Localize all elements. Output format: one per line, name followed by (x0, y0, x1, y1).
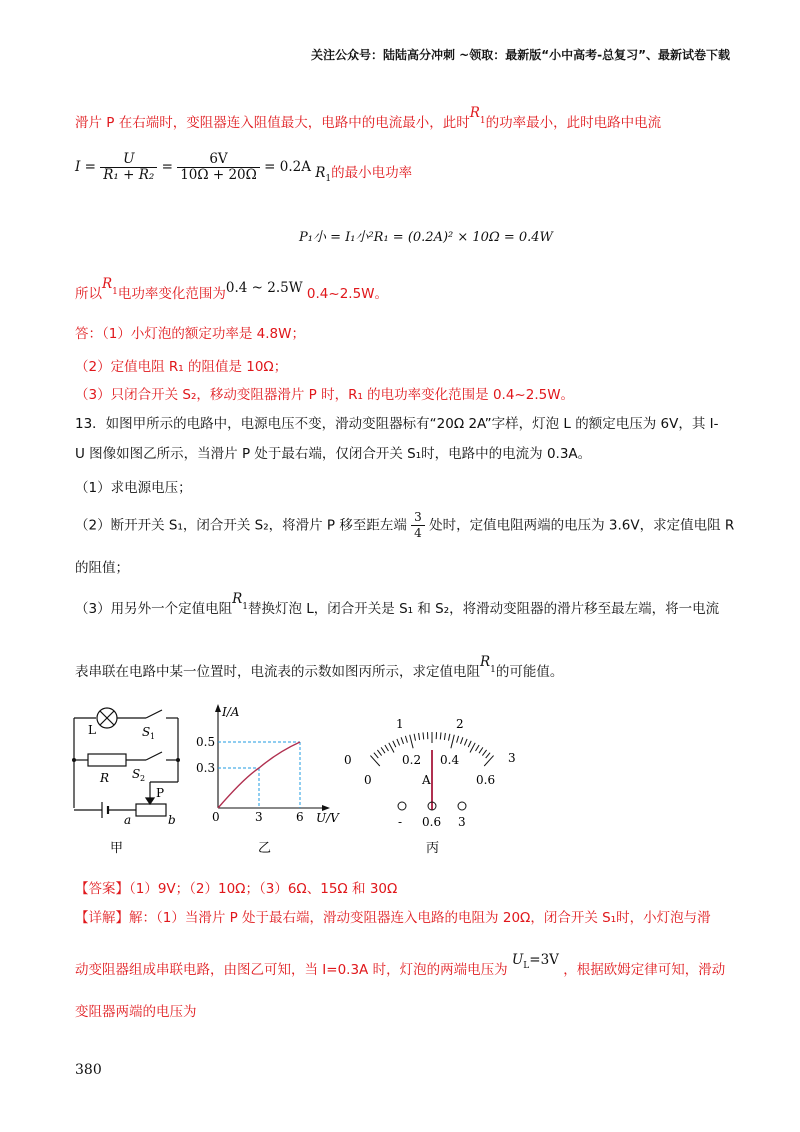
circuit-junction-right (176, 758, 180, 762)
dial-tick (486, 753, 490, 758)
inner-scale-02: 0.2 (402, 753, 422, 767)
label-S2-sub: 2 (140, 774, 146, 783)
x-tick-0: 0 (212, 810, 220, 824)
dial-tick (414, 734, 415, 741)
question-13-part-1: （1）求电源电压； (75, 480, 192, 496)
label-S2: S (132, 767, 141, 781)
dial-tick (476, 745, 480, 751)
dial-tick (377, 750, 381, 756)
inner-scale-04: 0.4 (440, 753, 460, 767)
question-13-part-3: （3）用另外一个定值电阻$R^1$替换灯泡 L，闭合开关是 S₁ 和 S₂，将滑动变阻器的滑片移至最左端，将一电流 (75, 591, 720, 617)
question-13-line-2: U 图像如图乙所示，当滑片 P 处于最右端，仅闭合开关 S₁时，电路中的电流为 0.3A。 (75, 446, 592, 462)
dial-tick (410, 735, 413, 749)
dial-tick (389, 743, 394, 753)
dial-tick (451, 735, 454, 749)
question-13-part-3-cont: 表串联在电路中某一位置时，电流表的示数如图丙所示，求定值电阻$R^1$的可能值。 (75, 654, 564, 680)
ammeter-bing (336, 706, 526, 860)
outer-scale-1: 1 (396, 717, 404, 731)
equation-current-min: I = $\frac{U}{\text{R₁ + R₂}}$ = $\frac{6V}{10\Omega + 20\Omega}$ = 0.2A $R_1$的最小电功率 (75, 151, 413, 184)
question-13-part-2: （2）断开开关 S₁，闭合开关 S₂，将滑片 P 移至距左端 $\frac{3}{4}$ 处时，定值电阻两端的电压为 3.6V，求定值电阻 R (75, 510, 735, 540)
answer-line-3: （3）只闭合开关 S₂，移动变阻器滑片 P 时，R₁ 的电功率变化范围是 0.4~2.5W。 (75, 387, 575, 403)
dial-tick (440, 732, 441, 739)
detail-line-3: 变阻器两端的电压为 (75, 1004, 197, 1020)
circuit-diagram-jia (66, 700, 192, 860)
outer-scale-0: 0 (344, 753, 352, 767)
label-a: a (124, 813, 132, 827)
inner-scale-0: 0 (364, 773, 372, 787)
x-tick-3: 3 (255, 810, 263, 824)
caption-bing: 丙 (426, 841, 440, 856)
dial-tick (484, 756, 493, 766)
dial-tick (461, 737, 463, 744)
dial-tick (444, 733, 445, 740)
label-L: L (88, 723, 96, 737)
answer-line: 【答案】（1）9V；（2）10Ω；（3）6Ω、15Ω 和 30Ω (75, 881, 398, 897)
dial-tick (393, 741, 396, 747)
answer-line-2: （2）定值电阻 R₁ 的阻值是 10Ω； (75, 359, 288, 375)
terminal-label-06: 0.6 (422, 815, 442, 829)
ammeter-unit: A (422, 773, 431, 787)
detail-line-1: 【详解】解：（1）当滑片 P 处于最右端，滑动变阻器连入电路的电阻为 20Ω，闭合开关 S₁时，小灯泡与滑 (75, 910, 711, 926)
y-axis-label: I/A (222, 705, 240, 719)
terminal-3 (458, 802, 466, 810)
iu-graph-yi (196, 700, 346, 860)
label-b: b (168, 813, 176, 827)
dial-tick (479, 747, 483, 753)
caption-yi: 乙 (258, 841, 272, 856)
inner-scale-06: 0.6 (476, 773, 496, 787)
dial-tick (374, 753, 378, 758)
solution-line-1: 滑片 P 在右端时，变阻器连入阻值最大，电路中的电流最小，此时$R^1$的功率最小，此时电路中电流 (75, 105, 662, 131)
label-S1: S (142, 725, 151, 739)
dial-tick (381, 747, 385, 753)
y-tick-03: 0.3 (196, 761, 216, 775)
dial-tick (468, 741, 471, 747)
caption-jia: 甲 (110, 841, 124, 856)
terminal-negative (398, 802, 406, 810)
terminal-label-3: 3 (458, 815, 466, 829)
dial-tick (482, 750, 486, 756)
answer-line-1: 答：（1）小灯泡的额定功率是 4.8W； (75, 326, 305, 342)
page-number: 380 (75, 1062, 102, 1078)
page-header: 关注公众号：陆陆高分冲刺 ~领取：最新版“小中高考-总复习”、最新试卷下载 (311, 48, 730, 62)
dial-tick (405, 736, 407, 743)
dial-tick (397, 739, 400, 746)
dial-tick (470, 743, 475, 753)
dial-tick (464, 739, 467, 746)
dial-tick (423, 732, 424, 739)
solution-line-3: 所以$R^1$电功率变化范围为0.4 ~ 2.5W 0.4~2.5W。 (75, 276, 389, 302)
outer-scale-2: 2 (456, 717, 464, 731)
question-13-line-1: 13．如图甲所示的电路中，电源电压不变，滑动变阻器标有“20Ω 2A”字样，灯泡 L 的额定电压为 6V，其 I- (75, 416, 719, 432)
terminal-label-negative: - (398, 815, 403, 829)
detail-line-2: 动变阻器组成串联电路，由图乙可知，当 I=0.3A 时，灯泡的两端电压为 $U^L=3V$ ，根据欧姆定律可知，滑动 (75, 952, 726, 978)
y-tick-05: 0.5 (196, 735, 216, 749)
dial-tick (457, 736, 459, 743)
dial-tick (401, 737, 403, 744)
dial-tick (385, 745, 389, 751)
outer-scale-3: 3 (508, 751, 516, 765)
dial-tick (419, 733, 420, 740)
label-R: R (100, 771, 110, 785)
x-axis-label: U/V (316, 811, 339, 825)
question-13-part-2-cont: 的阻值； (75, 560, 129, 576)
dial-tick (449, 734, 450, 741)
circuit-junction-left (72, 758, 76, 762)
dial-tick (370, 756, 379, 766)
label-S1-sub: 1 (150, 732, 156, 741)
x-tick-6: 6 (296, 810, 304, 824)
equation-power-min: P₁小 = I₁小²R₁ = (0.2A)² × 10Ω = 0.4W (299, 230, 553, 245)
label-P: P (156, 786, 165, 800)
